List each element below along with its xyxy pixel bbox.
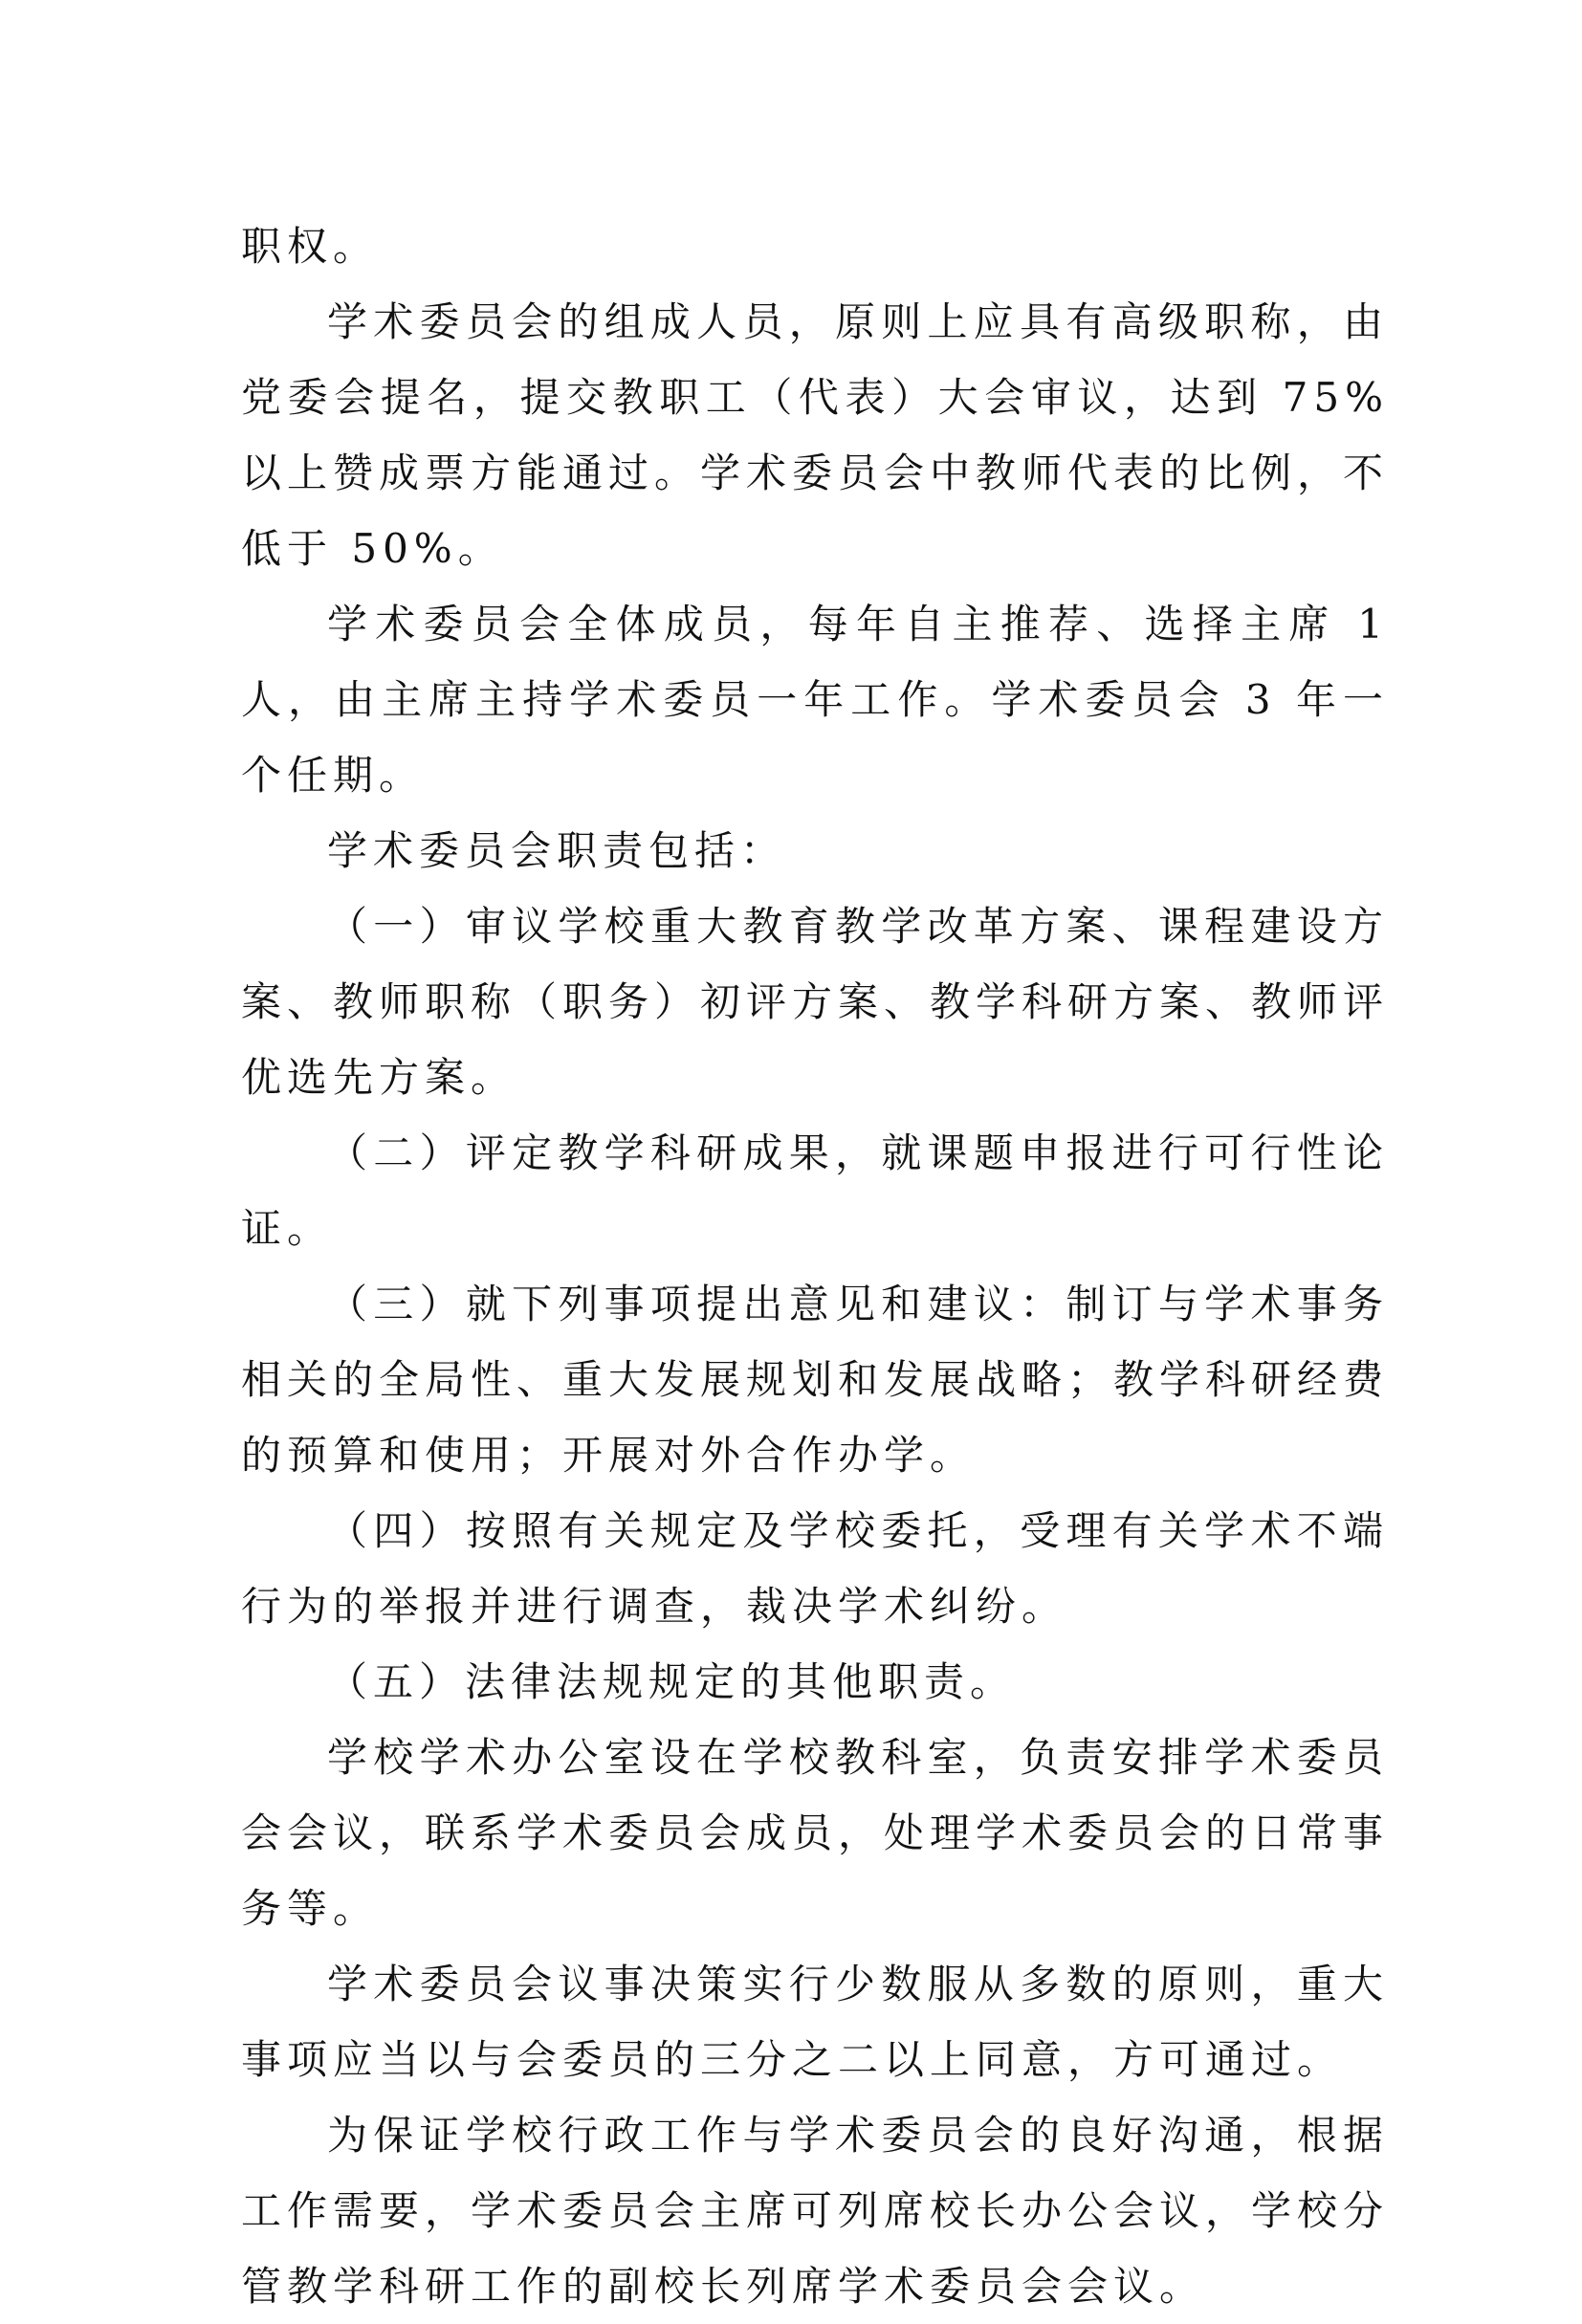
paragraph-4: 学术委员会职责包括： — [327, 827, 787, 874]
paragraph-12: 为保证学校行政工作与学术委员会的良好沟通，根据工作需要，学术委员会主席可列席校长办公会议，学校分管教学科研工作的副校长列席学术委员会会议。 — [241, 2112, 1390, 2310]
paragraph-3: 学术委员会全体成员，每年自主推荐、选择主席 1 人，由主席主持学术委员一年工作。学术委员会 3 年一个任期。 — [241, 601, 1389, 799]
paragraph-5: （一）审议学校重大教育教学改革方案、课程建设方案、教师职称（职务）初评方案、教学科研方案、教师评优选先方案。 — [241, 903, 1390, 1101]
paragraph-6: （二）评定教学科研成果，就课题申报进行可行性论证。 — [241, 1129, 1389, 1252]
paragraph-2: 学术委员会的组成人员，原则上应具有高级职称，由党委会提名，提交教职工（代表）大会审议，达到 75%以上赞成票方能通过。学术委员会中教师代表的比例，不低于 50%。 — [241, 298, 1390, 572]
paragraph-1: 职权。 — [241, 223, 380, 270]
paragraph-7: （三）就下列事项提出意见和建议：制订与学术事务相关的全局性、重大发展规划和发展战略；教学科研经费的预算和使用；开展对外合作办学。 — [241, 1281, 1390, 1479]
document-body — [241, 208, 1389, 2324]
paragraph-8: （四）按照有关规定及学校委托，受理有关学术不端行为的举报并进行调查，裁决学术纠纷。 — [241, 1507, 1389, 1630]
paragraph-9: （五）法律法规规定的其他职责。 — [327, 1658, 1017, 1705]
paragraph-10: 学校学术办公室设在学校教科室，负责安排学术委员会会议，联系学术委员会成员，处理学术委员会的日常事务等。 — [241, 1734, 1390, 1932]
paragraph-11: 学术委员会议事决策实行少数服从多数的原则，重大事项应当以与会委员的三分之二以上同意，方可通过。 — [241, 1961, 1389, 2083]
